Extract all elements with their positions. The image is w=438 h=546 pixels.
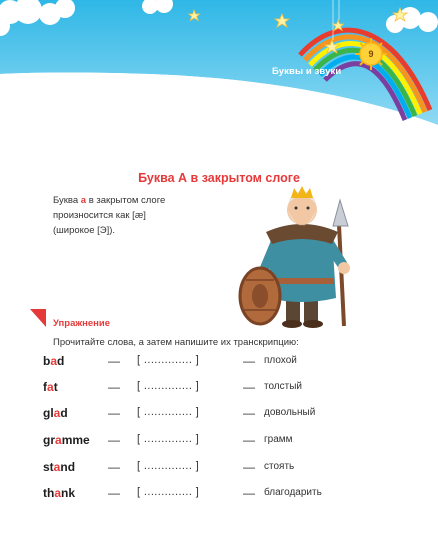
dash: — xyxy=(243,486,255,500)
exercise-label: Упражнение xyxy=(53,318,110,329)
list-item xyxy=(0,406,438,426)
intro-line-3: (широкое [Э]). xyxy=(53,225,116,236)
intro-line1-pre: Буква xyxy=(53,195,79,206)
transcription-blank[interactable]: [ .............. ] xyxy=(137,460,200,472)
highlight-letter: a xyxy=(80,195,87,206)
list-item xyxy=(0,460,438,480)
word: gramme xyxy=(43,433,90,447)
lesson-title: Буква А в закрытом слоге xyxy=(138,171,300,185)
dash: — xyxy=(108,406,120,420)
list-item xyxy=(0,380,438,400)
dash: — xyxy=(108,460,120,474)
viking-illustration xyxy=(236,180,366,330)
list-item xyxy=(0,354,438,374)
word: bad xyxy=(43,354,65,368)
word: fat xyxy=(43,380,58,394)
translation: толстый xyxy=(264,381,302,392)
dash: — xyxy=(243,354,255,368)
word: stand xyxy=(43,460,76,474)
intro-line-1 xyxy=(53,193,213,208)
intro-line-2: произносится как [æ] xyxy=(53,210,146,221)
dash: — xyxy=(108,354,120,368)
header-banner xyxy=(0,0,438,125)
transcription-blank[interactable]: [ .............. ] xyxy=(137,486,200,498)
transcription-blank[interactable]: [ .............. ] xyxy=(137,380,200,392)
dash: — xyxy=(243,406,255,420)
dash: — xyxy=(243,433,255,447)
shield-illustration xyxy=(240,268,280,324)
translation: плохой xyxy=(264,355,297,366)
word: glad xyxy=(43,406,68,420)
exercise-flag-icon xyxy=(30,309,46,327)
transcription-blank[interactable]: [ .............. ] xyxy=(137,433,200,445)
dash: — xyxy=(243,380,255,394)
transcription-blank[interactable]: [ .............. ] xyxy=(137,406,200,418)
translation: грамм xyxy=(264,434,293,445)
dash: — xyxy=(108,380,120,394)
word: thank xyxy=(43,486,76,500)
intro-line1-post: в закрытом слоге xyxy=(88,195,166,206)
dash: — xyxy=(108,486,120,500)
exercise-instruction: Прочитайте слова, а затем напишите их транскрипцию: xyxy=(53,337,299,348)
chapter-title: Буквы и звуки xyxy=(272,66,342,77)
translation: довольный xyxy=(264,407,316,418)
translation: стоять xyxy=(264,461,295,472)
translation: благодарить xyxy=(264,487,322,498)
transcription-blank[interactable]: [ .............. ] xyxy=(137,354,200,366)
dash: — xyxy=(108,433,120,447)
list-item xyxy=(0,486,438,506)
list-item xyxy=(0,433,438,453)
intro-text xyxy=(53,193,213,238)
dash: — xyxy=(243,460,255,474)
page-number: 9 xyxy=(368,49,374,59)
sky-background xyxy=(0,0,438,125)
